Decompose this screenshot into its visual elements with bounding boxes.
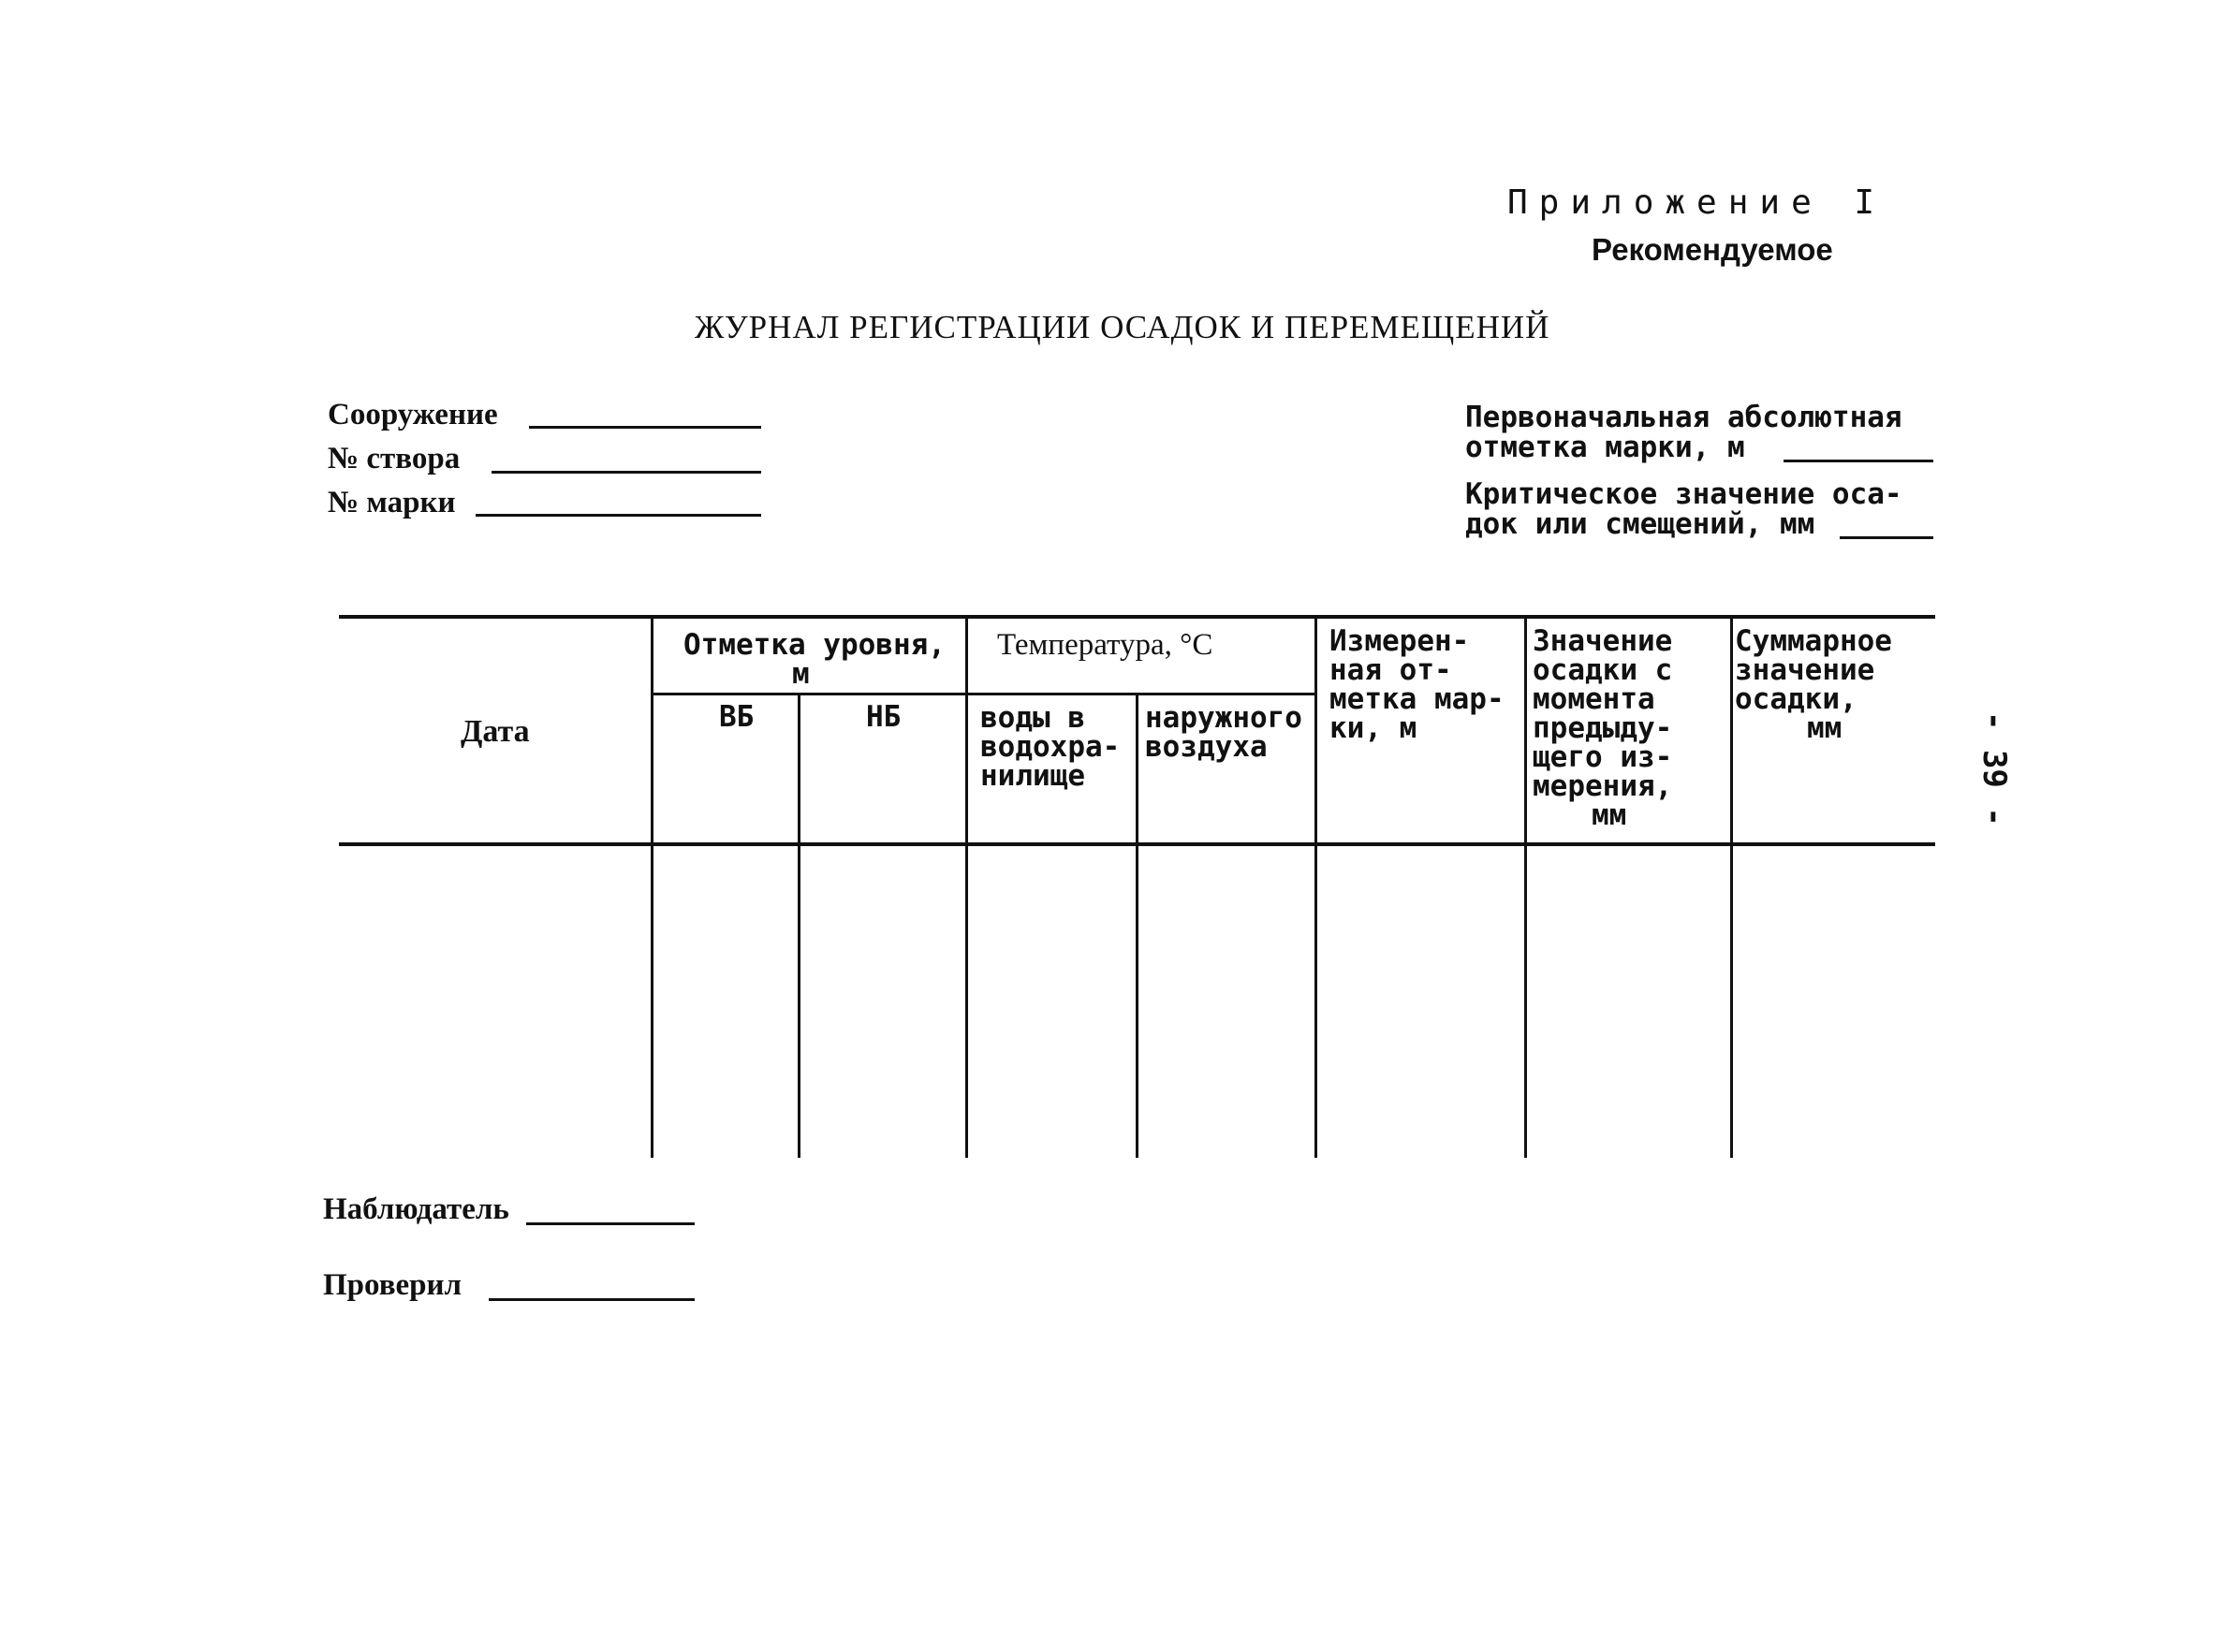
- critical-value-line[interactable]: [1840, 536, 1933, 539]
- appendix-note: Рекомендуемое: [1592, 232, 1833, 267]
- header-settle-line6: мерения,: [1533, 769, 1673, 803]
- header-settle-line7: мм: [1592, 798, 1627, 832]
- col-divider: [1136, 694, 1138, 1158]
- header-date: Дата: [461, 714, 530, 749]
- initial-mark-line[interactable]: [1784, 460, 1933, 462]
- header-settle-line2: осадки с: [1533, 653, 1673, 687]
- header-vb: ВБ: [719, 700, 755, 734]
- checked-line[interactable]: [489, 1298, 695, 1301]
- observer-line[interactable]: [526, 1222, 695, 1225]
- header-water-line3: нилище: [980, 759, 1085, 793]
- col-divider: [1314, 617, 1317, 1158]
- header-settle-line1: Значение: [1533, 624, 1673, 658]
- header-settle-line4: предыду-: [1533, 711, 1673, 745]
- col-divider: [1524, 617, 1527, 1158]
- header-settle-line3: момента: [1533, 682, 1655, 716]
- table-subheader-rule: [651, 693, 1315, 695]
- header-measured-line3: метка мар-: [1329, 682, 1505, 716]
- header-total-line3: осадки,: [1735, 682, 1857, 716]
- critical-line2: док или смещений, мм: [1465, 507, 1815, 541]
- header-level-unit: м: [792, 657, 810, 691]
- col-divider: [798, 694, 800, 1158]
- header-measured-line1: Измерен-: [1329, 624, 1470, 658]
- header-air-line1: наружного: [1145, 701, 1302, 735]
- initial-mark-line2: отметка марки, м: [1465, 431, 1745, 464]
- observer-label: Наблюдатель: [323, 1192, 509, 1226]
- field-section-label: № створа: [328, 442, 461, 475]
- checked-label: Проверил: [323, 1268, 462, 1302]
- field-mark-label: № марки: [328, 486, 456, 519]
- field-structure-line[interactable]: [529, 426, 761, 429]
- header-level-group: Отметка уровня,: [683, 628, 946, 662]
- col-divider: [651, 617, 653, 1158]
- header-air-line2: воздуха: [1145, 730, 1268, 764]
- field-section-line[interactable]: [492, 471, 761, 474]
- header-nb: НБ: [866, 700, 902, 734]
- document-title: ЖУРНАЛ РЕГИСТРАЦИИ ОСАДОК И ПЕРЕМЕЩЕНИЙ: [695, 309, 1550, 345]
- header-water-line1: воды в: [980, 701, 1085, 735]
- header-measured-line2: ная от-: [1329, 653, 1452, 687]
- field-mark-line[interactable]: [476, 514, 761, 517]
- critical-line1: Критическое значение оса-: [1465, 477, 1902, 511]
- header-total-line4: мм: [1807, 711, 1843, 745]
- header-total-line1: Суммарное: [1735, 624, 1892, 658]
- initial-mark-line1: Первоначальная абсолютная: [1465, 401, 1902, 434]
- header-temperature-group: Температура, °С: [997, 628, 1213, 662]
- table-top-rule: [339, 615, 1935, 619]
- header-settle-line5: щего из-: [1533, 740, 1673, 774]
- page-number: - 39 -: [1975, 711, 2013, 826]
- col-divider: [965, 617, 968, 1158]
- appendix-label: Приложение I: [1507, 183, 1887, 222]
- field-structure-label: Сооружение: [328, 398, 498, 431]
- header-water-line2: водохра-: [980, 730, 1121, 764]
- header-measured-line4: ки, м: [1329, 711, 1417, 745]
- col-divider: [1730, 617, 1733, 1158]
- header-total-line2: значение: [1735, 653, 1875, 687]
